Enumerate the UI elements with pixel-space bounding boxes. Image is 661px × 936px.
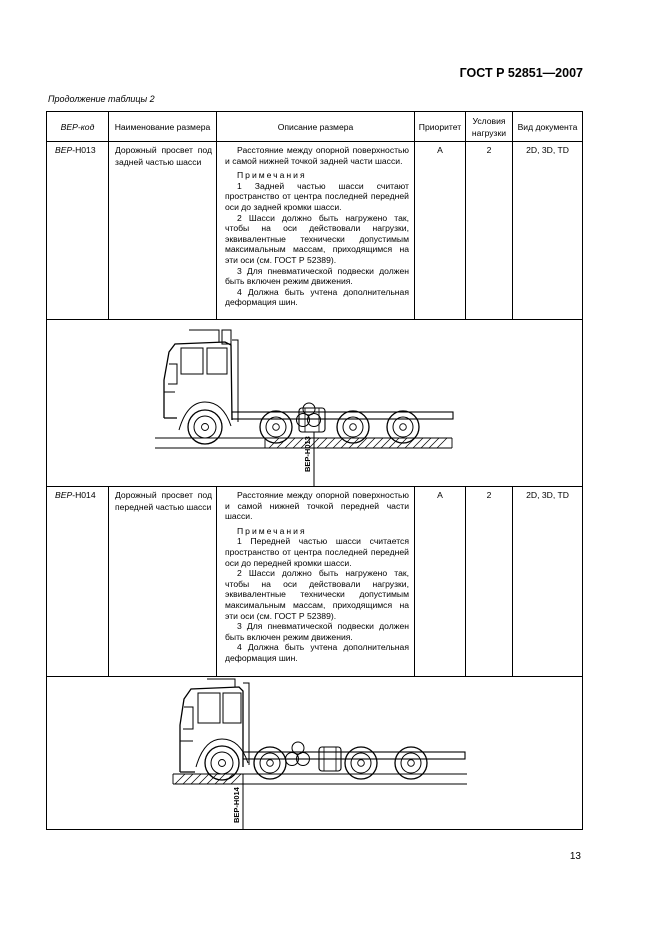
note-item: 3 Для пневматической подвески должен быть включен режим движения. xyxy=(225,265,409,287)
figure-label: BEP-H013 xyxy=(303,436,312,472)
truck-rear-clearance-figure xyxy=(47,320,581,486)
figure-cell xyxy=(47,677,583,830)
truck-cab xyxy=(164,342,232,420)
dimension-description xyxy=(217,487,415,677)
col-header-load: Условия нагрузки xyxy=(466,112,513,142)
col-header-priority: Приоритет xyxy=(415,112,466,142)
dimension-name: Дорожный просвет под передней частью шасси xyxy=(109,487,217,677)
dimension-description xyxy=(217,142,415,320)
note-item: 2 Шасси должно быть нагружено так, чтобы на оси действовали нагрузки, эквивалентные технически допустимым максимальным массам, приходящимся на эти оси (см. ГОСТ Р 52389). xyxy=(225,212,409,265)
table-row xyxy=(47,487,583,677)
priority-value: А xyxy=(415,487,466,677)
note-item: 4 Должна быть учтена дополнительная деформация шин. xyxy=(225,286,409,308)
figure-row xyxy=(47,320,583,487)
notes-title: Примечания xyxy=(237,525,307,536)
bep-code: ВЕР-Н014 xyxy=(47,487,109,677)
dimension-name: Дорожный просвет под задней частью шасси xyxy=(109,142,217,320)
load-value: 2 xyxy=(466,142,513,320)
description-text: Расстояние между опорной поверхностью и самой нижней точкой задней части шасси. xyxy=(225,145,409,166)
priority-value: А xyxy=(415,142,466,320)
note-item: 2 Шасси должно быть нагружено так, чтобы на оси действовали нагрузки, эквивалентные технически допустимым максимальным массам, приходящимся на эти оси (см. ГОСТ Р 52389). xyxy=(225,568,409,621)
table-row xyxy=(47,142,583,320)
load-value: 2 xyxy=(466,487,513,677)
note-item: 4 Должна быть учтена дополнительная деформация шин. xyxy=(225,642,409,663)
figure-cell xyxy=(47,320,583,487)
notes-title: Примечания xyxy=(237,170,307,181)
standard-header: ГОСТ Р 52851—2007 xyxy=(459,66,583,80)
note-item: 1 Передней частью шасси считается пространство от центра последней передней оси до передней кромки шасси. xyxy=(225,536,409,568)
col-header-doc: Вид документа xyxy=(513,112,583,142)
col-header-code: ВЕР-код xyxy=(47,112,109,142)
page-number: 13 xyxy=(569,851,581,862)
figure-label: BEP-H014 xyxy=(232,787,241,823)
doc-type-value: 2D, 3D, TD xyxy=(513,142,583,320)
figure-row xyxy=(47,677,583,830)
dimensions-table xyxy=(46,111,583,830)
note-item: 1 Задней частью шасси считают пространство от центра последней передней оси до задней кромки шасси. xyxy=(225,180,409,212)
col-header-name: Наименование размера xyxy=(109,112,217,142)
col-header-description: Описание размера xyxy=(217,112,415,142)
table-header-row xyxy=(47,112,583,142)
table-continuation-caption: Продолжение таблицы 2 xyxy=(48,94,155,104)
note-item: 3 Для пневматической подвески должен быть включен режим движения. xyxy=(225,621,409,642)
bep-code: ВЕР-Н013 xyxy=(47,142,109,320)
doc-type-value: 2D, 3D, TD xyxy=(513,487,583,677)
description-text: Расстояние между опорной поверхностью и самой нижней точкой передней части шасси. xyxy=(225,490,409,522)
truck-front-clearance-figure xyxy=(47,677,581,829)
